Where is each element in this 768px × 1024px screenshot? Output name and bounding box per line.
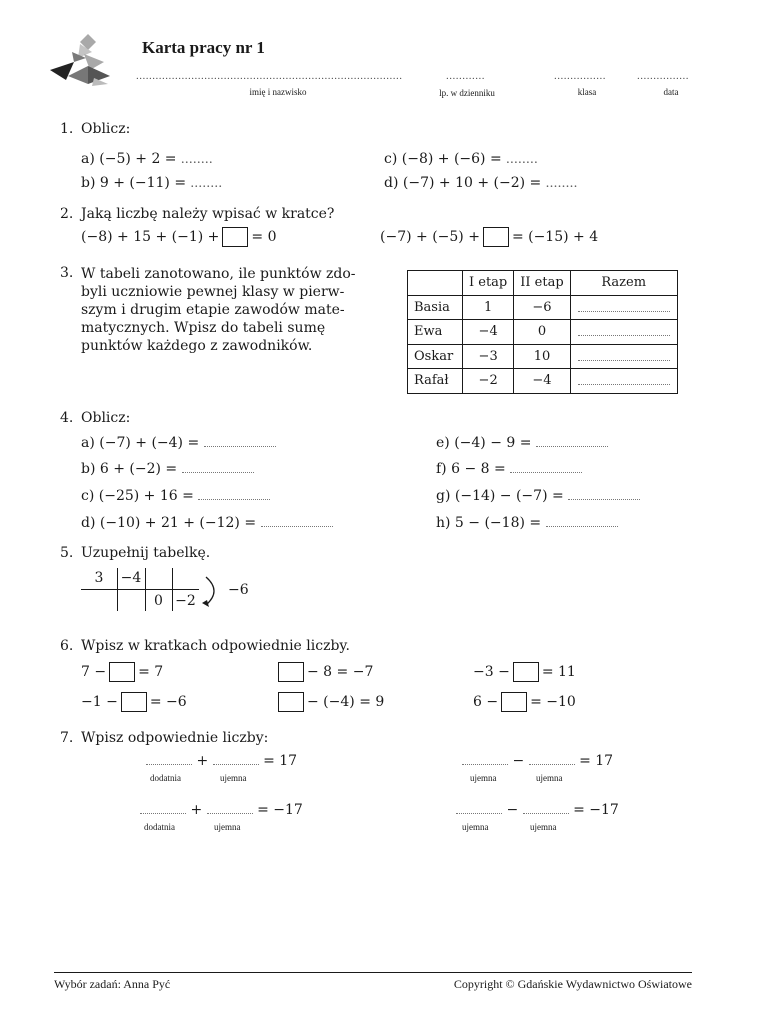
table-header: Razem (570, 271, 677, 296)
table-cell: −4 (514, 369, 570, 394)
table-row (408, 344, 678, 369)
table-cell: −4 (463, 320, 514, 345)
sequence-cell: 0 (154, 593, 163, 609)
q4-f: f) 6 − 8 = (436, 460, 582, 477)
sequence-cell: −4 (120, 570, 142, 586)
answer-box[interactable] (109, 662, 135, 682)
q1-c: c) (−8) + (−6) = ........ (384, 151, 539, 167)
table-cell: Ewa (408, 320, 463, 345)
answer-box[interactable] (483, 227, 509, 247)
q6-eq1: 7 − = 7 (81, 664, 164, 680)
table-cell: 1 (463, 295, 514, 320)
q7-eq1: + = 17 (146, 752, 297, 769)
table-cell: −3 (463, 344, 514, 369)
q4-a: a) (−7) + (−4) = (81, 434, 276, 451)
table-cell: 0 (514, 320, 570, 345)
label-negative: ujemna (214, 822, 241, 832)
sequence-operation: −6 (228, 582, 249, 598)
q3-text: W tabeli zanotowano, ile punktów zdo- byli uczniowie pewnej klasy w pierw- szym i drugim etapie zawodów mate- matycznych. Wpisz do tabeli sumę punktów każdego z zawodników. (81, 266, 356, 354)
table-row (408, 369, 678, 394)
name-field: .................................................................................. (136, 70, 403, 82)
footer-divider (54, 972, 692, 973)
answer-box[interactable] (278, 662, 304, 682)
q6-number: 6. (60, 638, 74, 654)
sum-answer-cell[interactable] (570, 295, 677, 320)
q4-d: d) (−10) + 21 + (−12) = (81, 514, 333, 531)
answer-box[interactable] (222, 227, 248, 247)
q6-eq5: − (−4) = 9 (275, 692, 384, 712)
table-header: II etap (514, 271, 570, 296)
table-header (408, 271, 463, 296)
label-negative: ujemna (220, 773, 247, 783)
q4-number: 4. (60, 410, 74, 426)
label-negative: ujemna (536, 773, 563, 783)
label-positive: dodatnia (144, 822, 175, 832)
answer-box[interactable] (501, 692, 527, 712)
q1-d: d) (−7) + 10 + (−2) = ........ (384, 175, 578, 191)
class-field: ................ (554, 70, 606, 82)
table-cell: Oskar (408, 344, 463, 369)
tangram-logo (48, 32, 114, 88)
table-header: I etap (463, 271, 514, 296)
table-cell: 10 (514, 344, 570, 369)
label-positive: dodatnia (150, 773, 181, 783)
name-label: imię i nazwisko (249, 87, 307, 97)
q6-eq2: − 8 = −7 (275, 662, 373, 682)
date-label: data (663, 87, 679, 97)
answer-box[interactable] (513, 662, 539, 682)
sequence-table (81, 568, 199, 611)
curved-arrow-icon (202, 574, 228, 608)
answer-box[interactable] (278, 692, 304, 712)
q1-a: a) (−5) + 2 = ........ (81, 151, 213, 167)
table-cell: Rafał (408, 369, 463, 394)
date-field: ................ (637, 70, 689, 82)
label-negative: ujemna (470, 773, 497, 783)
q3-number: 3. (60, 265, 74, 281)
q6-eq4: −1 − = −6 (81, 694, 187, 710)
q7-prompt: Wpisz odpowiednie liczby: (81, 730, 269, 746)
label-negative: ujemna (530, 822, 557, 832)
sequence-cell: −2 (175, 593, 196, 609)
q2-left-equation: (−8) + 15 + (−1) + = 0 (81, 229, 277, 245)
sum-answer-cell[interactable] (570, 320, 677, 345)
q7-eq4: − = −17 (456, 801, 619, 818)
footer-author: Wybór zadań: Anna Pyć (54, 977, 171, 991)
label-negative: ujemna (462, 822, 489, 832)
answer-box[interactable] (121, 692, 147, 712)
q2-number: 2. (60, 206, 74, 222)
table-cell: −2 (463, 369, 514, 394)
q7-number: 7. (60, 730, 74, 746)
score-table (407, 270, 678, 394)
q4-c: c) (−25) + 16 = (81, 487, 270, 504)
table-cell: Basia (408, 295, 463, 320)
table-cell: −6 (514, 295, 570, 320)
sum-answer-cell[interactable] (570, 344, 677, 369)
table-row (408, 295, 678, 320)
q5-prompt: Uzupełnij tabelkę. (81, 545, 211, 561)
q4-e: e) (−4) − 9 = (436, 434, 608, 451)
q4-g: g) (−14) − (−7) = (436, 487, 640, 504)
q5-number: 5. (60, 545, 74, 561)
q1-number: 1. (60, 121, 74, 137)
sum-answer-cell[interactable] (570, 369, 677, 394)
footer-copyright: Copyright © Gdańskie Wydawnictwo Oświatowe (453, 977, 692, 991)
q1-prompt: Oblicz: (81, 121, 131, 137)
page-title: Karta pracy nr 1 (142, 38, 265, 57)
q4-b: b) 6 + (−2) = (81, 460, 254, 477)
sequence-cell: 3 (94, 570, 104, 586)
number-field: ............ (446, 70, 485, 82)
q6-eq3: −3 − = 11 (473, 664, 576, 680)
q2-right-equation: (−7) + (−5) + = (−15) + 4 (380, 229, 599, 245)
class-label: klasa (577, 87, 597, 97)
number-label: lp. w dzienniku (439, 88, 495, 98)
table-row (408, 320, 678, 345)
q7-eq3: + = −17 (140, 801, 303, 818)
q6-eq6: 6 − = −10 (473, 694, 576, 710)
table-header-row (408, 271, 678, 296)
q2-prompt: Jaką liczbę należy wpisać w kratce? (81, 206, 335, 222)
q7-eq2: − = 17 (462, 752, 613, 769)
q1-b: b) 9 + (−11) = ........ (81, 175, 223, 191)
q4-h: h) 5 − (−18) = (436, 514, 618, 531)
q6-prompt: Wpisz w kratkach odpowiednie liczby. (81, 638, 350, 654)
q4-prompt: Oblicz: (81, 410, 131, 426)
